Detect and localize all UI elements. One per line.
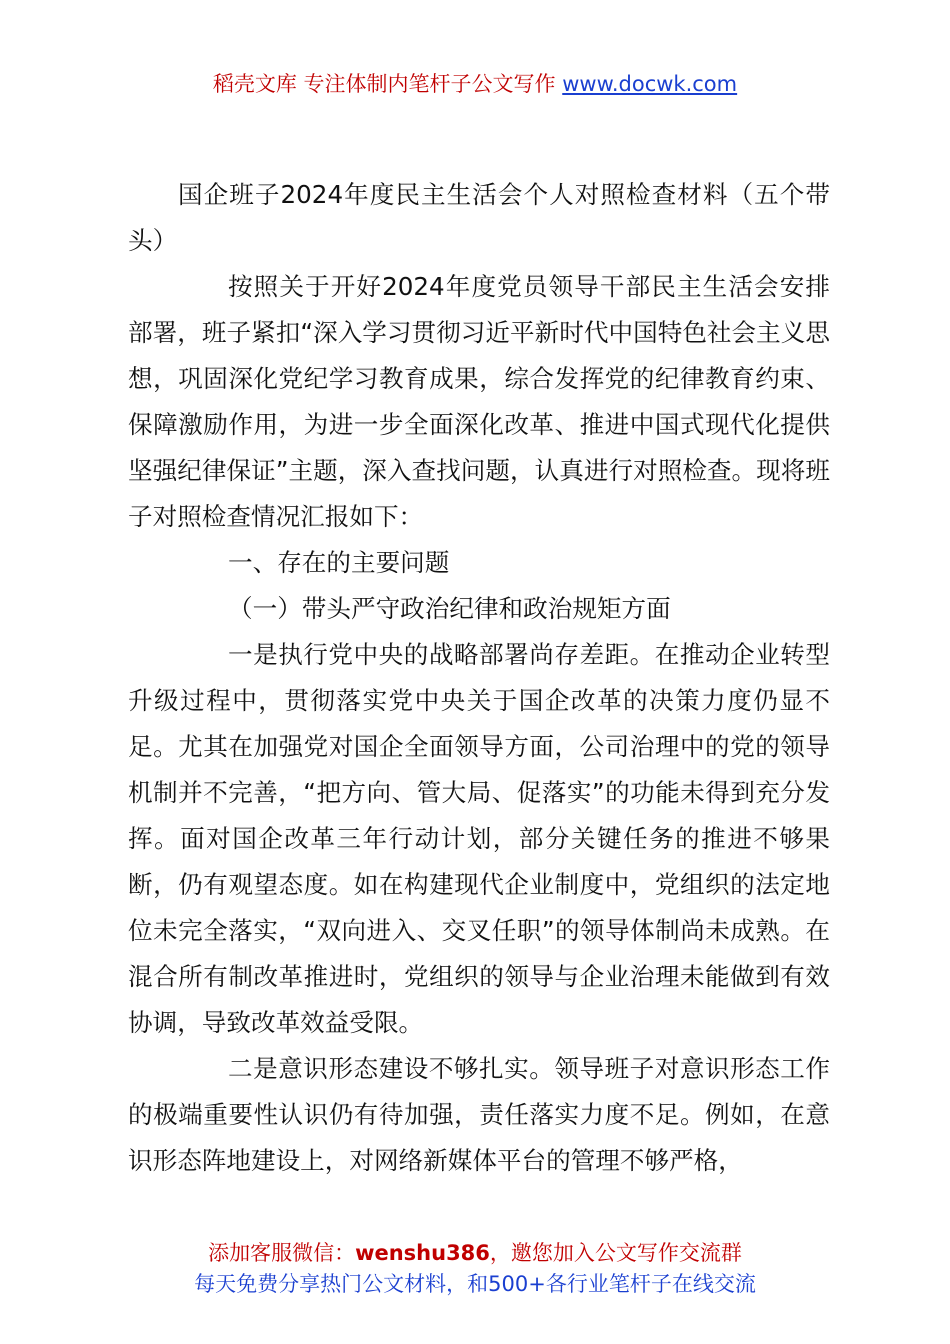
page-header (0, 70, 950, 98)
paragraph-point-2: 二是意识形态建设不够扎实。领导班子对意识形态工作的极端重要性认识仍有待加强，责任落实力度不足。例如，在意识形态阵地建设上，对网络新媒体平台的管理不够严格， (128, 1054, 830, 1175)
header-brand-text: 稻壳文库 专注体制内笔杆子公文写作 (212, 72, 556, 96)
footer-wechat-prefix: 添加客服微信： (208, 1241, 356, 1265)
intro-paragraph: 按照关于开好2024年度党员领导干部民主生活会安排部署，班子紧扣“深入学习贯彻习近平新时代中国特色社会主义思想，巩固深化党纪学习教育成果，综合发挥党的纪律教育约束、保障激励作用，为进一步全面深化改革、推进中国式现代化提供坚强纪律保证”主题，深入查找问题，认真进行对照检查。现将班子对照检查情况汇报如下： (128, 272, 830, 531)
paragraph-point-1: 一是执行党中央的战略部署尚存差距。在推动企业转型升级过程中，贯彻落实党中央关于国企改革的决策力度仍显不足。尤其在加强党对国企全面领导方面，公司治理中的党的领导机制并不完善，“把方向、管大局、促落实”的功能未得到充分发挥。面对国企改革三年行动计划，部分关键任务的推进不够果断，仍有观望态度。如在构建现代企业制度中，党组织的法定地位未完全落实，“双向进入、交叉任职”的领导体制尚未成熟。在混合所有制改革推进时，党组织的领导与企业治理未能做到有效协调，导致改革效益受限。 (128, 640, 830, 1037)
document-title: 国企班子2024年度民主生活会个人对照检查材料（五个带头） (128, 180, 830, 255)
document-body (128, 172, 830, 1184)
subsection-heading: （一）带头严守政治纪律和政治规矩方面 (228, 594, 671, 623)
footer-wechat-suffix: ，邀您加入公文写作交流群 (489, 1241, 742, 1265)
footer-line-2: 每天免费分享热门公文材料，和500+各行业笔杆子在线交流 (194, 1272, 756, 1296)
page-footer (0, 1238, 950, 1300)
section-heading: 一、存在的主要问题 (228, 548, 450, 577)
header-site-link[interactable]: www.docwk.com (562, 72, 738, 96)
footer-wechat-id: wenshu386 (355, 1241, 490, 1265)
footer-line-1 (0, 1238, 950, 1269)
